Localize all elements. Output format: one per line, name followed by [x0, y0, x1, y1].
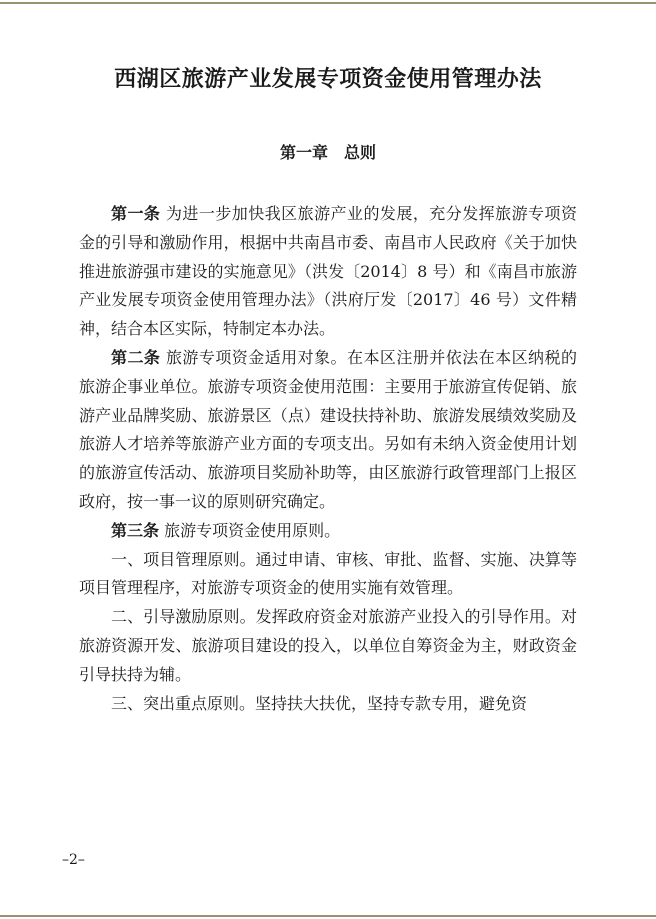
- clause-1: [79, 546, 577, 604]
- article-heading: 第二条: [111, 347, 161, 367]
- clause-text: 一、项目管理原则。通过申请、审核、审批、监督、实施、决算等项目管理程序，对旅游专项资金的使用实施有效管理。: [79, 549, 577, 598]
- article-heading: 第三条: [111, 520, 160, 540]
- article-2: [79, 344, 577, 517]
- clause-text: 二、引导激励原则。发挥政府资金对旅游产业投入的引导作用。对旅游资源开发、旅游项目建设的投入，以单位自筹资金为主，财政资金引导扶持为辅。: [79, 607, 577, 684]
- clause-text: 三、突出重点原则。坚持扶大扶优，坚持专款专用，避免资: [111, 693, 528, 713]
- chapter-heading: 第一章 总则: [279, 143, 376, 162]
- document-title: 西湖区旅游产业发展专项资金使用管理办法: [114, 67, 542, 92]
- article-3: [79, 517, 577, 546]
- article-text: 旅游专项资金适用对象。在本区注册并依法在本区纳税的旅游企事业单位。旅游专项资金使用范围：主要用于旅游宣传促销、旅游产业品牌奖励、旅游景区（点）建设扶持补助、旅游发展绩效奖励及旅游人才培养等旅游产业方面的专项支出。另如有未纳入资金使用计划的旅游宣传活动、旅游项目奖励补助等，由区旅游行政管理部门上报区政府，按一事一议的原则研究确定。: [79, 347, 577, 511]
- article-text: 为进一步加快我区旅游产业的发展，充分发挥旅游专项资金的引导和激励作用，根据中共南昌市委、南昌市人民政府《关于加快推进旅游强市建设的实施意见》（洪发〔2014〕8 号）和《南昌市旅游产业发展专项资金使用管理办法》（洪府厅发〔2017〕46 号）文件精神，结合本区实际，特制定本办法。: [79, 204, 577, 339]
- page-number: –2–: [62, 852, 85, 868]
- bottom-border-rule: [0, 915, 656, 917]
- top-border-rule: [0, 2, 656, 4]
- clause-2: [79, 603, 577, 689]
- article-heading: 第一条: [111, 204, 161, 223]
- document-body: [79, 200, 577, 718]
- clause-3: [79, 690, 577, 719]
- article-1: [79, 200, 577, 344]
- article-text: 旅游专项资金使用原则。: [164, 520, 341, 540]
